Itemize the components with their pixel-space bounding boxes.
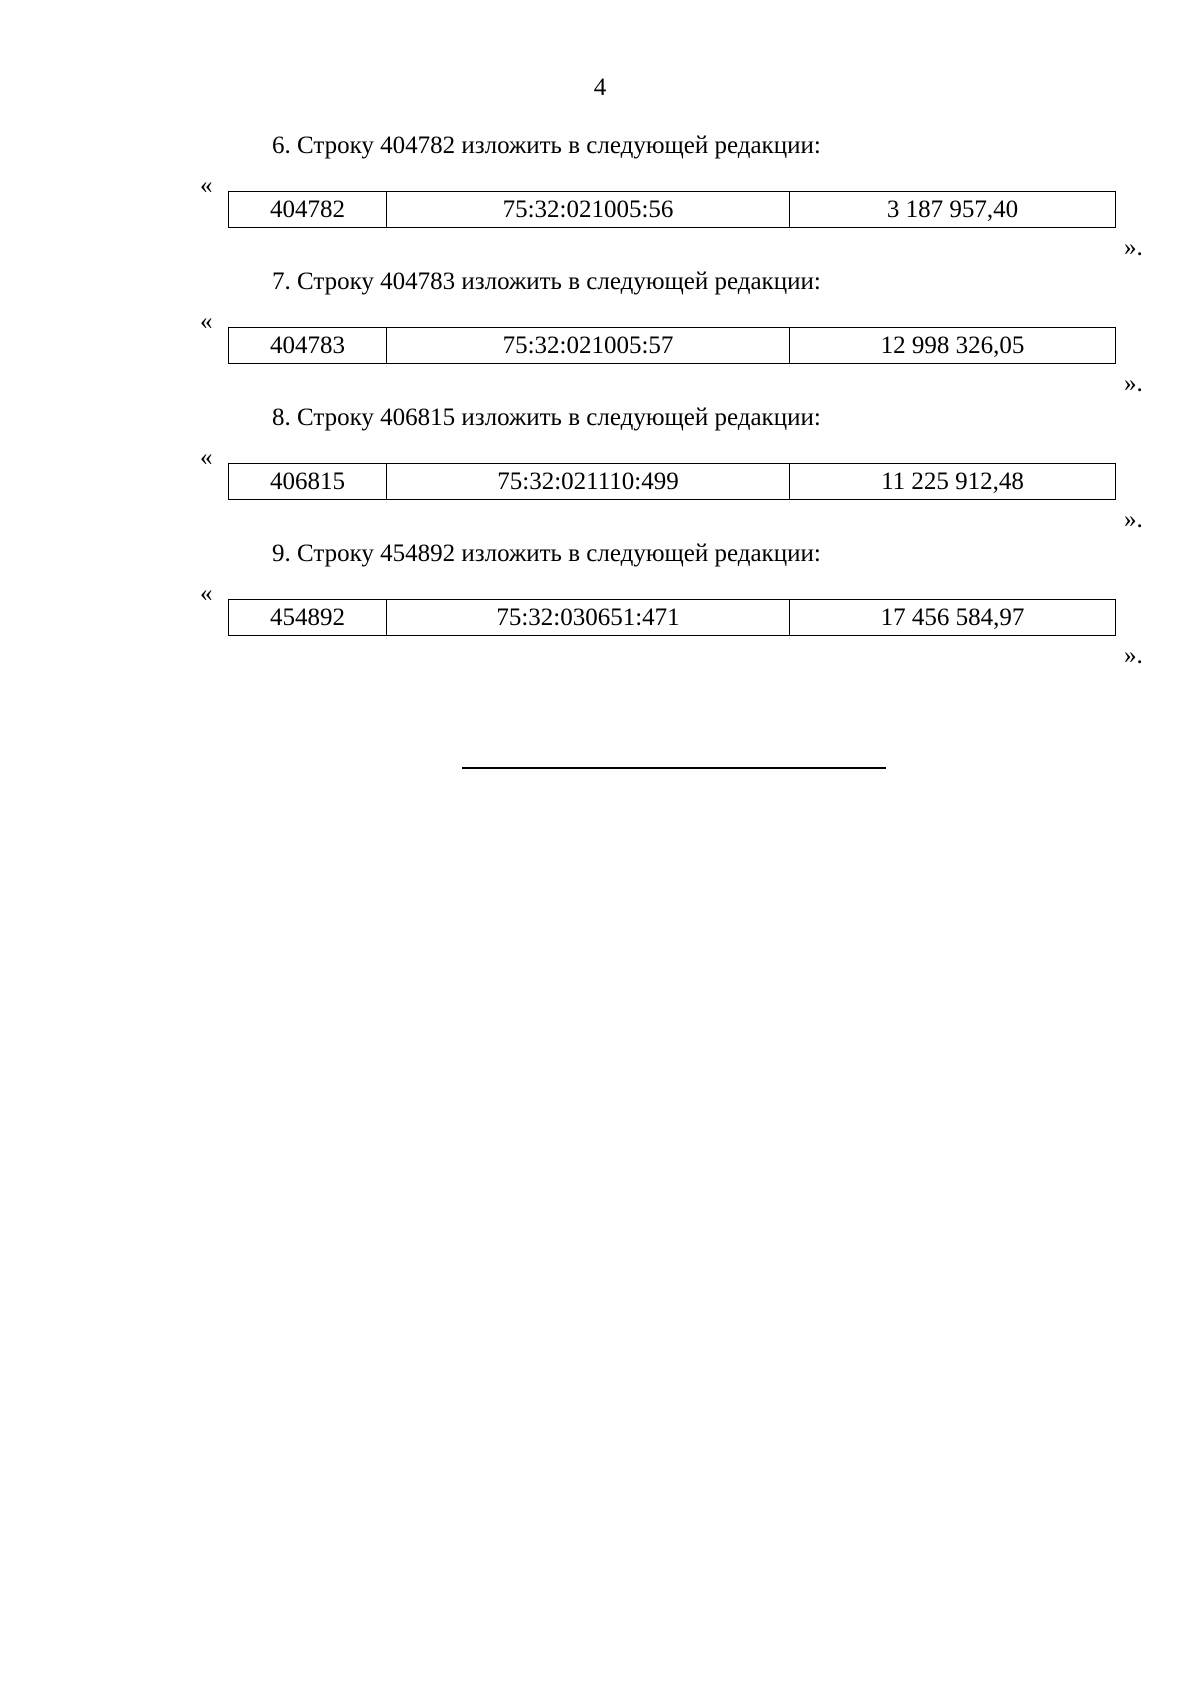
row-number-cell: 454892 — [229, 600, 387, 636]
registry-row-table — [228, 463, 1116, 500]
table-row — [229, 192, 1116, 228]
cadastral-number-cell: 75:32:021110:499 — [387, 464, 790, 500]
closing-quote-mark: ». — [1124, 370, 1143, 397]
end-of-document-rule — [462, 767, 886, 769]
cadastral-number-cell: 75:32:021005:56 — [387, 192, 790, 228]
closing-quote-mark: ». — [1124, 234, 1143, 261]
page-number: 4 — [593, 74, 607, 101]
amendment-item — [0, 538, 1200, 668]
cadastral-value-cell: 11 225 912,48 — [790, 464, 1116, 500]
table-row — [229, 328, 1116, 364]
registry-row-table — [228, 327, 1116, 364]
closing-quote-mark: ». — [1124, 506, 1143, 533]
closing-quote-mark: ». — [1124, 642, 1143, 669]
opening-quote-mark: « — [200, 172, 213, 199]
opening-quote-mark: « — [200, 580, 213, 607]
row-number-cell: 406815 — [229, 464, 387, 500]
cadastral-number-cell: 75:32:030651:471 — [387, 600, 790, 636]
registry-row-table — [228, 599, 1116, 636]
amendment-item — [0, 266, 1200, 396]
row-number-cell: 404782 — [229, 192, 387, 228]
cadastral-value-cell: 3 187 957,40 — [790, 192, 1116, 228]
opening-quote-mark: « — [200, 444, 213, 471]
amendment-text: 7. Строку 404783 изложить в следующей редакции: — [272, 268, 821, 295]
amendment-item — [0, 402, 1200, 532]
cadastral-number-cell: 75:32:021005:57 — [387, 328, 790, 364]
table-row — [229, 464, 1116, 500]
cadastral-value-cell: 17 456 584,97 — [790, 600, 1116, 636]
amendment-text: 9. Строку 454892 изложить в следующей редакции: — [272, 540, 821, 567]
row-number-cell: 404783 — [229, 328, 387, 364]
cadastral-value-cell: 12 998 326,05 — [790, 328, 1116, 364]
table-row — [229, 600, 1116, 636]
amendment-text: 8. Строку 406815 изложить в следующей редакции: — [272, 404, 821, 431]
registry-row-table — [228, 191, 1116, 228]
opening-quote-mark: « — [200, 308, 213, 335]
amendment-item — [0, 130, 1200, 260]
amendment-text: 6. Строку 404782 изложить в следующей редакции: — [272, 132, 821, 159]
